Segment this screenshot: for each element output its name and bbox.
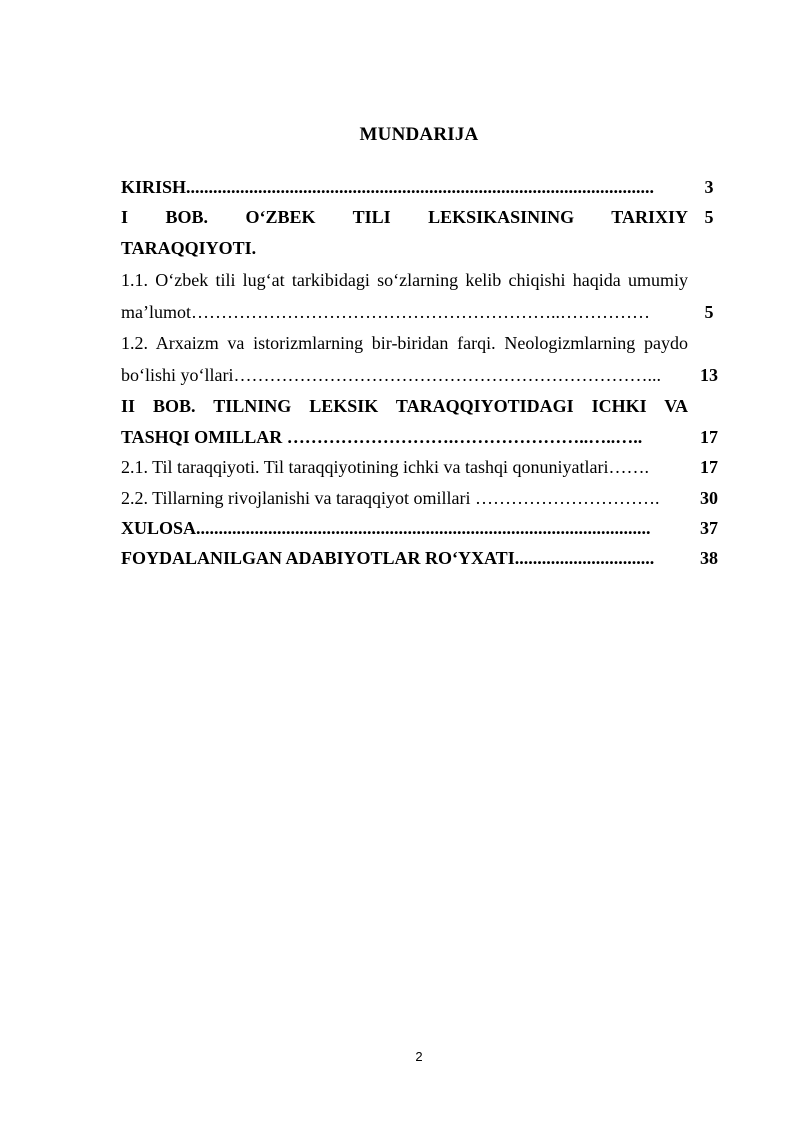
toc-entry-section-1-2: 1.2. Arxaizm va istorizmlarning bir-biridan farqi. Neologizmlarning paydo [121, 333, 688, 353]
toc-entry-chapter-1: I BOB. O‘ZBEK TILI LEKSIKASINING TARIXIY [121, 207, 688, 227]
toc-entry-section-1-2-cont: bo‘lishi yo‘llari……………………………………………………………... [121, 365, 661, 385]
toc-entry-references: FOYDALANILGAN ADABIYOTLAR RO‘YXATI............................... [121, 548, 655, 568]
toc-page-number: 3 [704, 177, 714, 197]
toc-page-number: 37 [700, 518, 718, 538]
toc-page-number: 5 [704, 207, 714, 227]
toc-entry-section-2-1: 2.1. Til taraqqiyoti. Til taraqqiyotining ichki va tashqi qonuniyatlari……. [121, 457, 649, 477]
toc-entry-section-1-1: 1.1. O‘zbek tili lug‘at tarkibidagi so‘zlarning kelib chiqishi haqida umumiy [121, 270, 688, 290]
toc-page-number: 38 [700, 548, 718, 568]
toc-page-number: 13 [700, 365, 718, 385]
toc-page-number: 30 [700, 488, 718, 508]
toc-page-number: 17 [700, 427, 718, 447]
toc-entry-introduction: KIRISH........................................................................................................ [121, 177, 655, 197]
toc-entry-section-2-2: 2.2. Tillarning rivojlanishi va taraqqiyot omillari …………………………. [121, 488, 660, 508]
toc-page-number: 17 [700, 457, 718, 477]
toc-entry-chapter-2-cont: TASHQI OMILLAR ……………………….…………………..…..….. [121, 427, 643, 447]
toc-entry-chapter-1-cont: TARAQQIYOTI. [121, 238, 257, 258]
toc-heading: MUNDARIJA [359, 124, 479, 145]
toc-entry-chapter-2: II BOB. TILNING LEKSIK TARAQQIYOTIDAGI ICHKI VA [121, 396, 688, 416]
toc-entry-conclusion: XULOSA..................................................................................................... [121, 518, 651, 538]
toc-entry-section-1-1-cont: ma’lumot……………………………………………………..…………… [121, 302, 650, 322]
page-number-footer: 2 [415, 1049, 423, 1064]
toc-page-number: 5 [704, 302, 714, 322]
